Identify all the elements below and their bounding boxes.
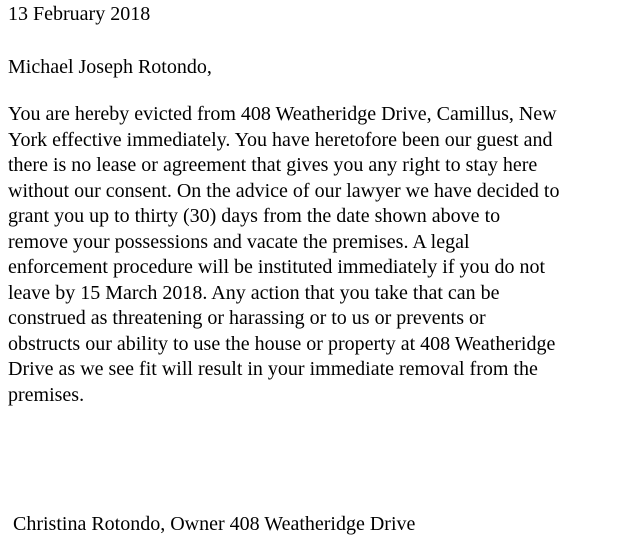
body-line: You are hereby evicted from 408 Weatheridge Drive, Camillus, New — [8, 103, 557, 125]
letter-salutation: Michael Joseph Rotondo, — [8, 56, 212, 78]
letter-signature: Christina Rotondo, Owner 408 Weatheridge Drive — [13, 513, 416, 535]
body-line: grant you up to thirty (30) days from the date shown above to — [8, 205, 501, 227]
body-line: leave by 15 March 2018. Any action that you take that can be — [8, 281, 500, 304]
body-line: premises. — [8, 383, 85, 406]
letter-body — [8, 102, 634, 408]
body-line: Drive as we see fit will result in your immediate removal from the — [8, 358, 538, 380]
body-line: construed as threatening or harassing or to us or prevents or — [8, 307, 486, 329]
body-line: enforcement procedure will be instituted immediately if you do not — [8, 256, 546, 278]
letter-date: 13 February 2018 — [8, 3, 151, 25]
body-line: there is no lease or agreement that gives you any right to stay here — [8, 154, 538, 176]
body-line: obstructs our ability to use the house or property at 408 Weatheridge — [8, 332, 556, 355]
body-line: remove your possessions and vacate the premises. A legal — [8, 230, 470, 253]
body-line: York effective immediately. You have heretofore been our guest and — [8, 128, 553, 151]
body-line: without our consent. On the advice of our lawyer we have decided to — [8, 179, 560, 202]
